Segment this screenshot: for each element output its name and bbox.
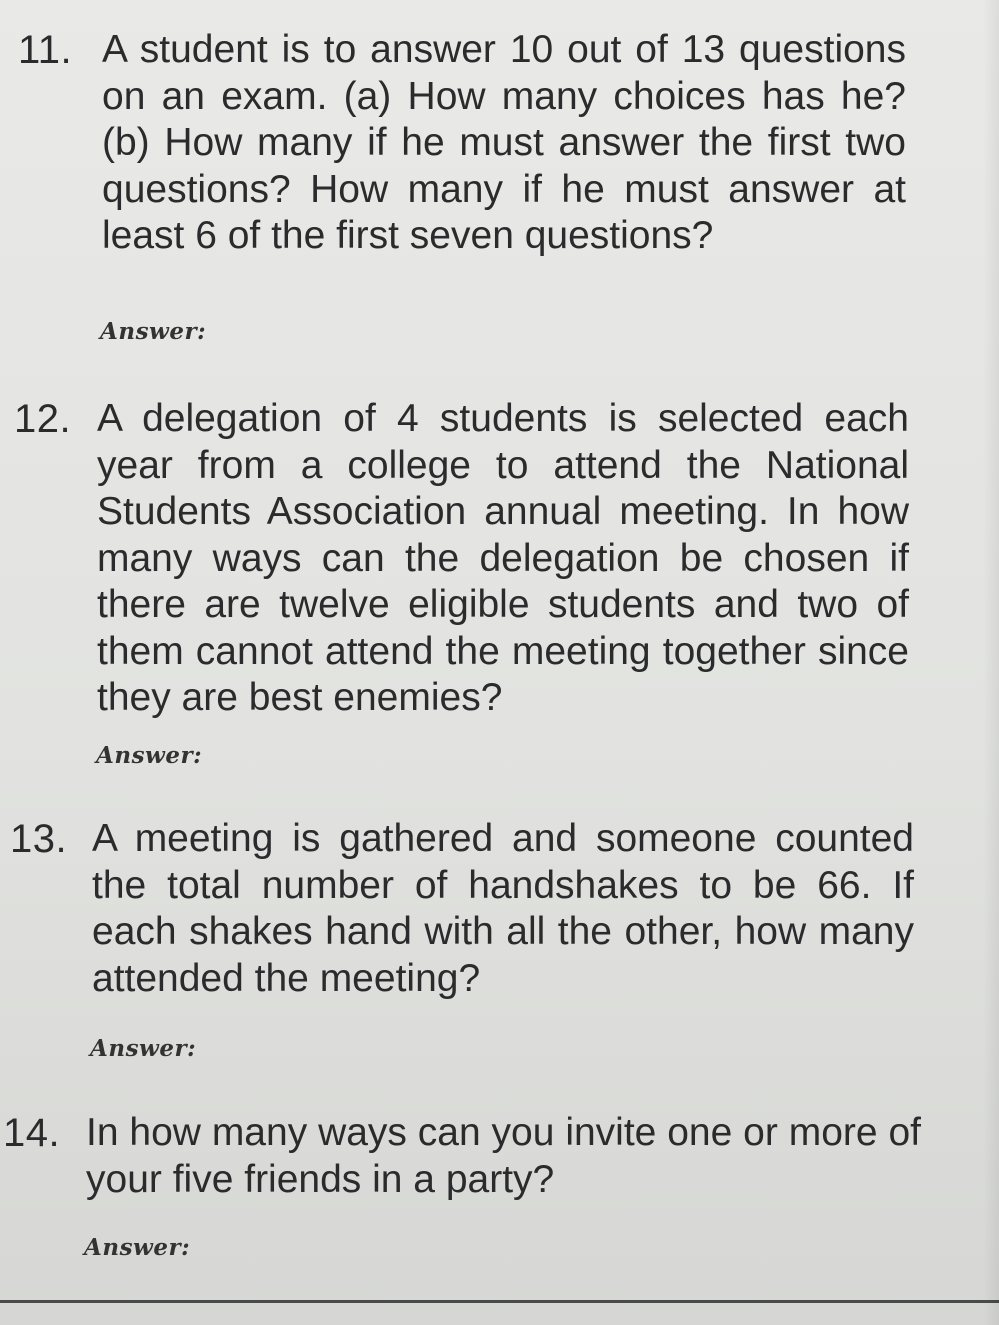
answer-label: Answer:	[96, 742, 203, 769]
question-text: A meeting is gathered and someone counted the total number of handshakes to be 66. If each shakes hand with all the other, how many attended the meeting?	[92, 817, 914, 1000]
question-number: 11.	[18, 28, 73, 72]
question-text: A student is to answer 10 out of 13 questions on an exam. (a) How many choices has he? (b) How many if he must answer the first two questions? How many if he must answer at least 6 of the first seven questions?	[102, 28, 906, 257]
question-number: 13.	[10, 817, 68, 861]
question-number: 12.	[14, 397, 72, 441]
question-text: In how many ways can you invite one or more of your five friends in a party?	[86, 1111, 921, 1201]
bottom-divider	[0, 1300, 999, 1303]
page-shadow	[983, 0, 999, 1325]
answer-label: Answer:	[100, 318, 207, 345]
question-text: A delegation of 4 students is selected each year from a college to attend the National Students Association annual meeting. In how many ways can the delegation be chosen if there are twelve eligible students and two of them cannot attend the meeting together since they are best enemies?	[97, 397, 909, 719]
answer-label: Answer:	[90, 1035, 197, 1062]
answer-label: Answer:	[84, 1234, 191, 1261]
question-number: 14.	[3, 1111, 61, 1155]
